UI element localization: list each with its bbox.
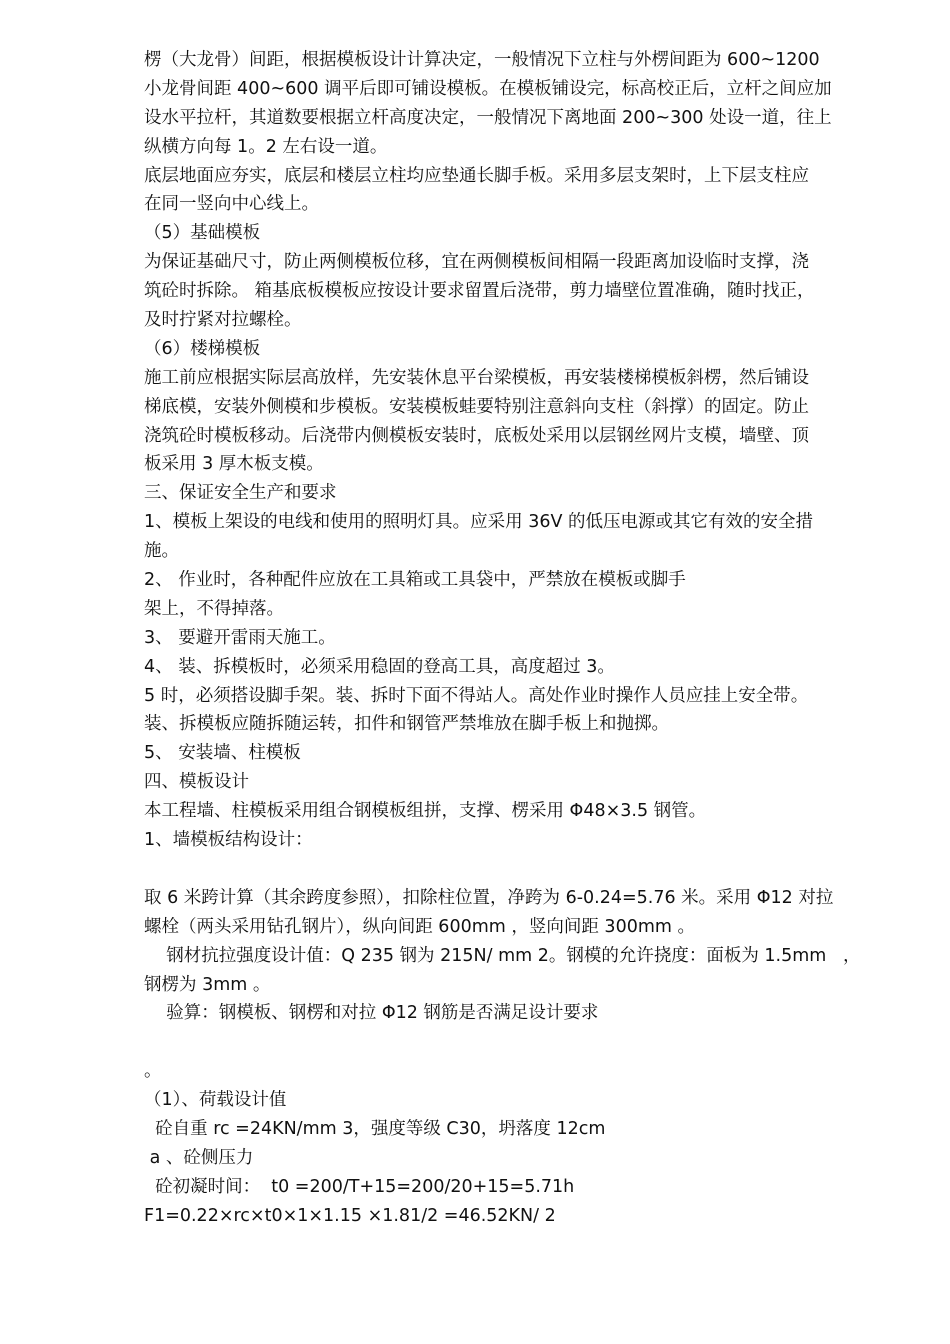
list-item: 1、模板上架设的电线和使用的照明灯具。应采用 36V 的低压电源或其它有效的安全措 (144, 512, 813, 533)
text-line: 施。 (144, 541, 179, 562)
text-line: 浇筑砼时模板移动。后浇带内侧模板安装时，底板处采用以层钢丝网片支模，墙壁、顶 (144, 425, 809, 446)
text-line: 架上，不得掉落。 (144, 598, 284, 619)
text-line: 设水平拉杆，其道数要根据立杆高度决定，一般情况下离地面 200~300 处设一道，往上 (144, 107, 832, 128)
text-line: 纵横方向每 1。2 左右设一道。 (144, 136, 388, 157)
text-line: 螺栓（两头采用钻孔钢片），纵向间距 600mm ，竖向间距 300mm 。 (144, 916, 695, 937)
text-line: 取 6 米跨计算（其余跨度参照），扣除柱位置，净跨为 6-0.24=5.76 米。采用 Φ12 对拉 (144, 887, 834, 908)
blank-line (144, 855, 884, 884)
text-line: 钢材抗拉强度设计值：Q 235 钢为 215N/ mm 2。钢模的允许挠度：面板为 1.5mm ， (144, 945, 861, 966)
list-item: 5、 安装墙、柱模板 (144, 743, 301, 764)
text-line: 小龙骨间距 400~600 调平后即可铺设模板。在模板铺设完，标高校正后，立杆之间应加 (144, 78, 832, 99)
text-line: 楞（大龙骨）间距，根据模板设计计算决定，一般情况下立柱与外楞间距为 600~1200 (144, 50, 820, 70)
text-line: 。 (144, 1061, 162, 1082)
section-heading: 三、保证安全生产和要求 (144, 483, 337, 504)
list-item: 2、 作业时，各种配件应放在工具箱或工具袋中，严禁放在模板或脚手 (144, 570, 686, 591)
text-line: 在同一竖向中心线上。 (144, 194, 319, 215)
text-line: 板采用 3 厚木板支模。 (144, 454, 324, 475)
text-line: 装、拆模板应随拆随运转，扣件和钢管严禁堆放在脚手板上和抛掷。 (144, 714, 669, 735)
text-line: 验算：钢模板、钢楞和对拉 Φ12 钢筋是否满足设计要求 (144, 1003, 599, 1024)
text-line: 梯底模，安装外侧模和步模板。安装模板蛙要特别注意斜向支柱（斜撑）的固定。防止 (144, 396, 809, 417)
text-line: 本工程墙、柱模板采用组合钢模板组拼，支撑、楞采用 Φ48×3.5 钢管。 (144, 801, 707, 822)
text-line: 为保证基础尺寸，防止两侧模板位移，宜在两侧模板间相隔一段距离加设临时支撑，浇 (144, 252, 809, 273)
text-line: 施工前应根据实际层高放样，先安装休息平台梁模板，再安装楼梯模板斜楞，然后铺设 (144, 367, 809, 388)
list-item: 1、墙模板结构设计： (144, 830, 313, 851)
text-line: a 、砼侧压力 (144, 1147, 254, 1168)
text-line: 5 时，必须搭设脚手架。装、拆时下面不得站人。高处作业时操作人员应挂上安全带。 (144, 685, 809, 706)
text-line: 钢楞为 3mm 。 (144, 974, 271, 995)
formula-line: F1=0.22×rc×t0×1×1.15 ×1.81/2 =46.52KN/ 2 (144, 1205, 556, 1226)
document-page (144, 46, 884, 1231)
list-item: 3、 要避开雷雨天施工。 (144, 627, 336, 648)
section-heading: （5）基础模板 (144, 223, 261, 244)
section-heading: 四、模板设计 (144, 772, 249, 793)
text-line: 及时拧紧对拉螺栓。 (144, 310, 302, 331)
formula-line: 砼初凝时间： t0 =200/T+15=200/20+15=5.71h (144, 1176, 575, 1197)
formula-line: 砼自重 rc =24KN/mm 3，强度等级 C30，坍落度 12cm (144, 1118, 606, 1139)
text-line: 底层地面应夯实，底层和楼层立柱均应垫通长脚手板。采用多层支架时，上下层支柱应 (144, 165, 809, 186)
blank-line (144, 1028, 884, 1057)
section-heading: （1）、荷载设计值 (144, 1090, 287, 1111)
text-line: 筑砼时拆除。 箱基底板模板应按设计要求留置后浇带，剪力墙壁位置准确，随时找正， (144, 281, 815, 302)
section-heading: （6）楼梯模板 (144, 338, 261, 359)
list-item: 4、 装、拆模板时，必须采用稳固的登高工具，高度超过 3。 (144, 656, 615, 677)
